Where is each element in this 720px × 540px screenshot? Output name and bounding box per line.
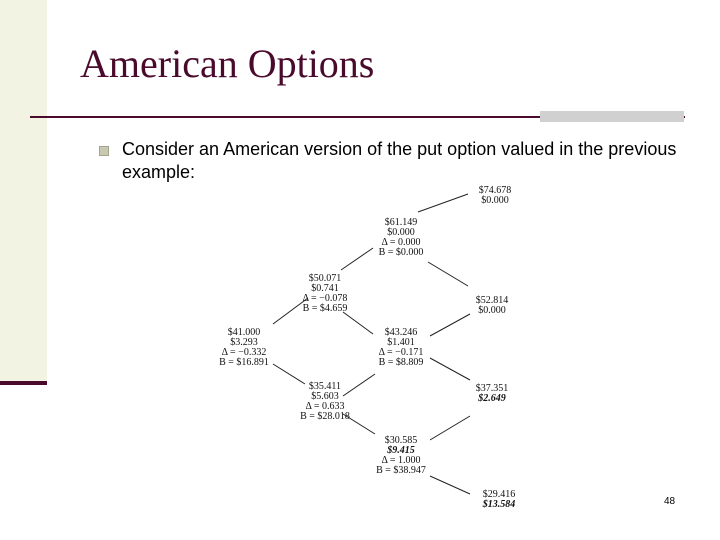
tree-node-t3c [432,384,552,404]
node-b: B = $0.000 [378,247,424,258]
node-price: $35.411 [308,381,342,392]
node-delta: Δ = 0.633 [305,401,345,412]
tree-node-t3d [439,490,559,510]
left-decor-rule [0,381,47,385]
node-delta: Δ = 0.000 [381,237,421,248]
node-price: $52.814 [475,295,509,306]
node-value: $0.000 [387,227,415,238]
node-price: $29.416 [482,489,516,500]
slide-title: American Options [80,41,375,86]
node-delta: Δ = −0.078 [302,293,348,304]
tree-node-root [184,328,304,368]
title-accent-bar [540,111,684,122]
bullet-text: Consider an American version of the put option valued in the previous example: [122,139,677,182]
node-value-early-exercise: $2.649 [478,393,506,404]
node-value-early-exercise: $13.584 [482,499,516,510]
tree-node-d2 [341,436,461,476]
node-value: $0.000 [478,305,506,316]
tree-node-u1 [265,274,385,314]
tree-node-m2 [341,328,461,368]
node-delta: Δ = 1.000 [381,455,421,466]
tree-node-top [435,186,555,206]
node-price: $43.246 [384,327,418,338]
node-b: B = $28.018 [300,411,350,422]
node-value: $0.000 [481,195,509,206]
node-b: B = $16.891 [219,357,269,368]
edge-u2-t3b [428,262,468,286]
binomial-tree-figure [213,185,516,512]
node-delta: Δ = −0.332 [221,347,267,358]
node-delta: Δ = −0.171 [378,347,424,358]
node-price: $37.351 [475,383,509,394]
node-b: B = $38.947 [376,465,426,476]
node-price: $61.149 [384,217,418,228]
node-value: $1.401 [387,337,415,348]
node-b: B = $4.659 [302,303,348,314]
left-decor-band [0,0,47,384]
slide-number: 48 [664,496,676,507]
bullet-square-icon [99,146,109,156]
node-price: $74.678 [478,185,512,196]
node-price: $41.000 [227,327,261,338]
node-price: $30.585 [384,435,418,446]
tree-node-d1 [265,382,385,422]
node-value: $0.741 [311,283,339,294]
node-value-early-exercise: $9.415 [387,445,415,456]
tree-node-u2 [341,218,461,258]
node-value: $3.293 [230,337,258,348]
node-price: $50.071 [308,273,342,284]
node-b: B = $8.809 [378,357,424,368]
node-value: $5.603 [311,391,339,402]
tree-node-t3b [432,296,552,316]
